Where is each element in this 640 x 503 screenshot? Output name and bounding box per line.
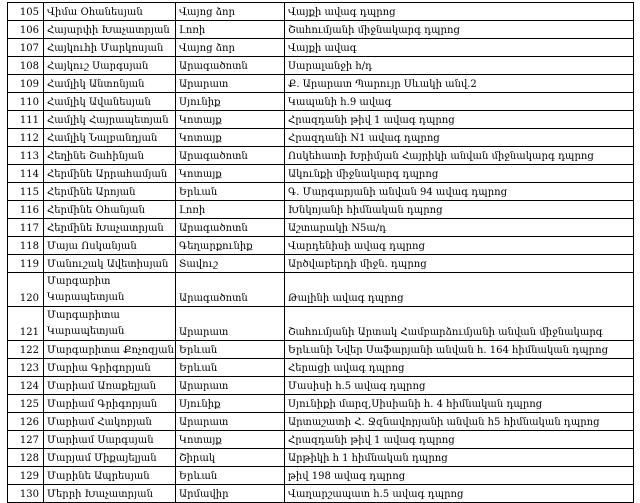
cell-name: Մարիամ Հակոբյան [44, 413, 176, 431]
table-row [8, 39, 634, 57]
cell-school: Հերացի ավագ դպրոց [285, 359, 634, 377]
cell-school: Ք. Արարատ Պարույր Սևակի անվ.2 [285, 75, 634, 93]
cell-num: 119 [8, 255, 44, 273]
cell-school: Արտաշատի Հ. Ջզնավորյանի անվան հ5 հիմնական դպրոց [285, 413, 634, 431]
cell-num: 129 [8, 467, 44, 485]
cell-name: Մարգարիտա Կարապետյան [44, 307, 176, 341]
cell-name: Հերմինե Օհանյան [44, 201, 176, 219]
table-row [8, 183, 634, 201]
cell-region: Սյունիք [176, 93, 285, 111]
table-body [8, 3, 634, 503]
cell-num: 128 [8, 449, 44, 467]
cell-num: 105 [8, 3, 44, 21]
cell-name: Հերմինե Արոյան [44, 183, 176, 201]
cell-num: 126 [8, 413, 44, 431]
cell-region: Երևան [176, 341, 285, 359]
table-row [8, 129, 634, 147]
cell-region: Երևան [176, 359, 285, 377]
cell-region: Արագածոտն [176, 273, 285, 307]
cell-num: 122 [8, 341, 44, 359]
cell-num: 110 [8, 93, 44, 111]
cell-region: Երևան [176, 183, 285, 201]
cell-name: Հայկուհի Մարկոսյան [44, 39, 176, 57]
cell-region: Արագածոտն [176, 57, 285, 75]
cell-num: 124 [8, 377, 44, 395]
table-row [8, 237, 634, 255]
cell-name: Մարգարիտա Քոչոզյան [44, 341, 176, 359]
table-row [8, 413, 634, 431]
cell-school: Հրազդանի N1 ավագ դպրոց [285, 129, 634, 147]
cell-num: 112 [8, 129, 44, 147]
table-row [8, 485, 634, 503]
cell-school: թիվ 198 ավագ դպրոց [285, 467, 634, 485]
cell-school: Աշտարակի N5ա/դ [285, 219, 634, 237]
table-row [8, 359, 634, 377]
cell-name: Հայարփի Խաչատրյան [44, 21, 176, 39]
cell-num: 121 [8, 307, 44, 341]
cell-region: Կոտայք [176, 111, 285, 129]
table-row [8, 467, 634, 485]
cell-name: Մայա Ոսկանյան [44, 237, 176, 255]
cell-region: Կոտայք [176, 431, 285, 449]
cell-num: 115 [8, 183, 44, 201]
cell-num: 125 [8, 395, 44, 413]
cell-school: Շահումյանի Արտակ Համբարձումյանի անվան միջնակարգ [285, 307, 634, 341]
cell-name: Հեղինե Շահինյան [44, 147, 176, 165]
cell-school: Կապանի հ.9 ավագ [285, 93, 634, 111]
table-row [8, 147, 634, 165]
cell-region: Տավուշ [176, 255, 285, 273]
table-row [8, 93, 634, 111]
cell-name: Համլիկ Նալբանդյան [44, 129, 176, 147]
cell-name: Մերրի Խաչատրյան [44, 485, 176, 503]
cell-name: Վիմա Օհանեսյան [44, 3, 176, 21]
cell-name: Մարիամ Առաքելյան [44, 377, 176, 395]
cell-name: Մարիա Գրիգորյան [44, 359, 176, 377]
table-row [8, 255, 634, 273]
table-row [8, 377, 634, 395]
cell-num: 123 [8, 359, 44, 377]
cell-name: Հերմինե Խաչատրյան [44, 219, 176, 237]
cell-num: 109 [8, 75, 44, 93]
cell-school: Սարալանջի հ/դ [285, 57, 634, 75]
cell-school: Վայքի ավագ [285, 39, 634, 57]
cell-region: Կոտայք [176, 165, 285, 183]
cell-region: Լոռի [176, 201, 285, 219]
cell-num: 130 [8, 485, 44, 503]
cell-region: Արարատ [176, 377, 285, 395]
cell-num: 113 [8, 147, 44, 165]
cell-num: 111 [8, 111, 44, 129]
cell-region: Վայոց ձոր [176, 39, 285, 57]
cell-name: Մարգարիտ Կարապետյան [44, 273, 176, 307]
cell-num: 116 [8, 201, 44, 219]
cell-name: Մարիամ Գրիգորյան [44, 395, 176, 413]
cell-school: Վայքի ավագ դպրոց [285, 3, 634, 21]
cell-region: Վայոց ձոր [176, 3, 285, 21]
cell-region: Արմավիր [176, 485, 285, 503]
cell-school: Խնկոյանի հիմնական դպրոց [285, 201, 634, 219]
cell-school: Հրազդանի թիվ 1 ավագ դպրոց [285, 431, 634, 449]
table-row [8, 219, 634, 237]
cell-school: Ակունքի միջնակարգ դպրոց [285, 165, 634, 183]
table-row [8, 111, 634, 129]
cell-school: Հրազդանի թիվ 1 ավագ դպրոց [285, 111, 634, 129]
cell-num: 118 [8, 237, 44, 255]
cell-school: Վաղարշապատ հ.5 ավագ դպրոց [285, 485, 634, 503]
cell-num: 106 [8, 21, 44, 39]
cell-school: Երևանի Նվեր Սաֆարյանի անվան հ. 164 հիմնական դպրոց [285, 341, 634, 359]
table-row [8, 449, 634, 467]
cell-num: 120 [8, 273, 44, 307]
table-row [8, 75, 634, 93]
cell-region: Արագածոտն [176, 219, 285, 237]
cell-name: Մարինե Ապրեսյան [44, 467, 176, 485]
table-row [8, 201, 634, 219]
table-row [8, 57, 634, 75]
table-row [8, 431, 634, 449]
cell-num: 127 [8, 431, 44, 449]
participants-table [7, 2, 634, 503]
cell-region: Արարատ [176, 413, 285, 431]
cell-school: Սյունիքի մարզ,Սիսիանի հ. 4 հիմնական դպրոց [285, 395, 634, 413]
cell-name: Համլիկ Հայրապետյան [44, 111, 176, 129]
table-row [8, 21, 634, 39]
cell-num: 114 [8, 165, 44, 183]
cell-region: Շիրակ [176, 449, 285, 467]
cell-school: Արթիկի հ 1 հիմնական դպրոց [285, 449, 634, 467]
cell-num: 117 [8, 219, 44, 237]
cell-region: Երևան [176, 467, 285, 485]
table-row [8, 341, 634, 359]
cell-school: Շահումյանի միջնակարգ դպրոց [285, 21, 634, 39]
cell-school: Ոսկեհատի Խրիմյան Հայրիկի անվան միջնակարգ դպրոց [285, 147, 634, 165]
cell-name: Մարիամ Սարգսյան [44, 431, 176, 449]
table-row [8, 3, 634, 21]
cell-school: Մասիսի հ.5 ավագ դպրոց [285, 377, 634, 395]
cell-region: Արարատ [176, 307, 285, 341]
cell-region: Սյունիք [176, 395, 285, 413]
cell-name: Մարյամ Միքայելյան [44, 449, 176, 467]
cell-school: Արծվաբերդի միջն. դպրոց [285, 255, 634, 273]
cell-region: Գեղարքունիք [176, 237, 285, 255]
table-row [8, 165, 634, 183]
cell-region: Կոտայք [176, 129, 285, 147]
table-row [8, 307, 634, 341]
cell-name: Համլիկ Ավանեսյան [44, 93, 176, 111]
cell-school: Գ. Մարգարյանի անվան 94 ավագ դպրոց [285, 183, 634, 201]
cell-name: Հայկուշ Սարգսյան [44, 57, 176, 75]
cell-num: 107 [8, 39, 44, 57]
cell-school: Վարդենիսի ավագ դպրոց [285, 237, 634, 255]
cell-name: Համլիկ Անտոնյան [44, 75, 176, 93]
cell-region: Արագածոտն [176, 147, 285, 165]
cell-region: Լոռի [176, 21, 285, 39]
table-row [8, 395, 634, 413]
cell-num: 108 [8, 57, 44, 75]
cell-school: Թալինի ավագ դպրոց [285, 273, 634, 307]
table-row [8, 273, 634, 307]
cell-name: Հերմինե Արրահամյան [44, 165, 176, 183]
cell-region: Արարատ [176, 75, 285, 93]
cell-name: Մանուշակ Ավետիսյան [44, 255, 176, 273]
